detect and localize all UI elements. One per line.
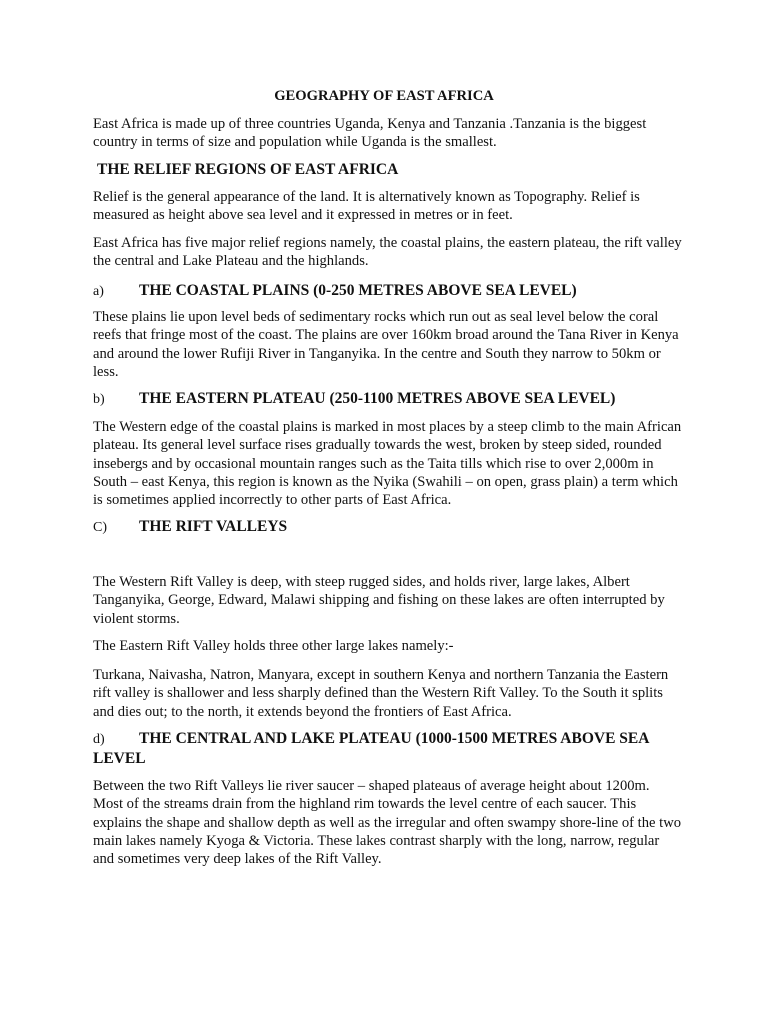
section-b-heading bbox=[93, 389, 683, 409]
section-d-heading bbox=[93, 729, 683, 768]
section-a-title: THE COASTAL PLAINS (0-250 METRES ABOVE SEA LEVEL) bbox=[139, 282, 577, 299]
section-d-paragraph: Between the two Rift Valleys lie river saucer – shaped plateaus of average height about 1200m. Most of the streams drain from the highland rim towards the level centre of each saucer. This explains the shape and shallow depth as well as the irregular and often swampy shore-line of the two main lakes namely Kyoga & Victoria. These lakes contrast sharply with the long, narrow, regular and sometimes very deep lakes of the Rift Valley. bbox=[93, 778, 682, 868]
section-c-paragraph-3: Turkana, Naivasha, Natron, Manyara, except in southern Kenya and northern Tanzania the Eastern rift valley is shallower and less sharply defined than the Western Rift Valley. To the South it splits and dies out; to the north, it extends beyond the frontiers of East Africa. bbox=[93, 667, 669, 720]
section-d-letter: d) bbox=[93, 732, 105, 747]
section-c-title: THE RIFT VALLEYS bbox=[139, 518, 288, 535]
section-a-letter: a) bbox=[93, 284, 104, 299]
relief-paragraph-1: Relief is the general appearance of the land. It is alternatively known as Topography. Relief is measured as height above sea level and it expressed in metres or in feet. bbox=[93, 189, 640, 224]
document-title: GEOGRAPHY OF EAST AFRICA bbox=[274, 88, 494, 104]
section-a-paragraph: These plains lie upon level beds of sedimentary rocks which run out as seal level below the coral reefs that fringe most of the coast. The plains are over 160km broad around the Tana River in Kenya and around the lower Rufiji River in Tanganyika. In the centre and South they narrow to 50km or less. bbox=[93, 309, 679, 380]
section-a-heading bbox=[93, 281, 683, 301]
section-c-paragraph-1: The Western Rift Valley is deep, with steep rugged sides, and holds river, large lakes, Albert Tanganyika, George, Edward, Malawi shipping and fishing on these lakes are often interrupted by violent storms. bbox=[93, 574, 665, 627]
section-c-letter: C) bbox=[93, 520, 107, 535]
relief-heading: THE RELIEF REGIONS OF EAST AFRICA bbox=[97, 161, 399, 178]
section-b-paragraph: The Western edge of the coastal plains is marked in most places by a steep climb to the main African plateau. Its general level surface rises gradually towards the west, broken by steep sided, rounded insebergs and by occasional mountain ranges such as the Taita tills which rise to over 2,000m in South – east Kenya, this region is known as the Nyika (Swahili – on open, grass plain) a term which is sometimes applied incorrectly to other parts of East Africa. bbox=[93, 419, 682, 509]
section-b-letter: b) bbox=[93, 392, 105, 407]
relief-paragraph-2: East Africa has five major relief regions namely, the coastal plains, the eastern plateau, the rift valley the central and Lake Plateau and the highlands. bbox=[93, 235, 682, 270]
section-c-paragraph-2: The Eastern Rift Valley holds three other large lakes namely:- bbox=[93, 638, 454, 654]
section-b-title: THE EASTERN PLATEAU (250-1100 METRES ABOVE SEA LEVEL) bbox=[139, 390, 616, 407]
intro-paragraph: East Africa is made up of three countries Uganda, Kenya and Tanzania .Tanzania is the biggest country in terms of size and population while Uganda is the smallest. bbox=[93, 116, 647, 151]
section-c-heading bbox=[93, 517, 683, 537]
section-d-title: THE CENTRAL AND LAKE PLATEAU (1000-1500 METRES ABOVE SEA LEVEL bbox=[93, 730, 649, 767]
